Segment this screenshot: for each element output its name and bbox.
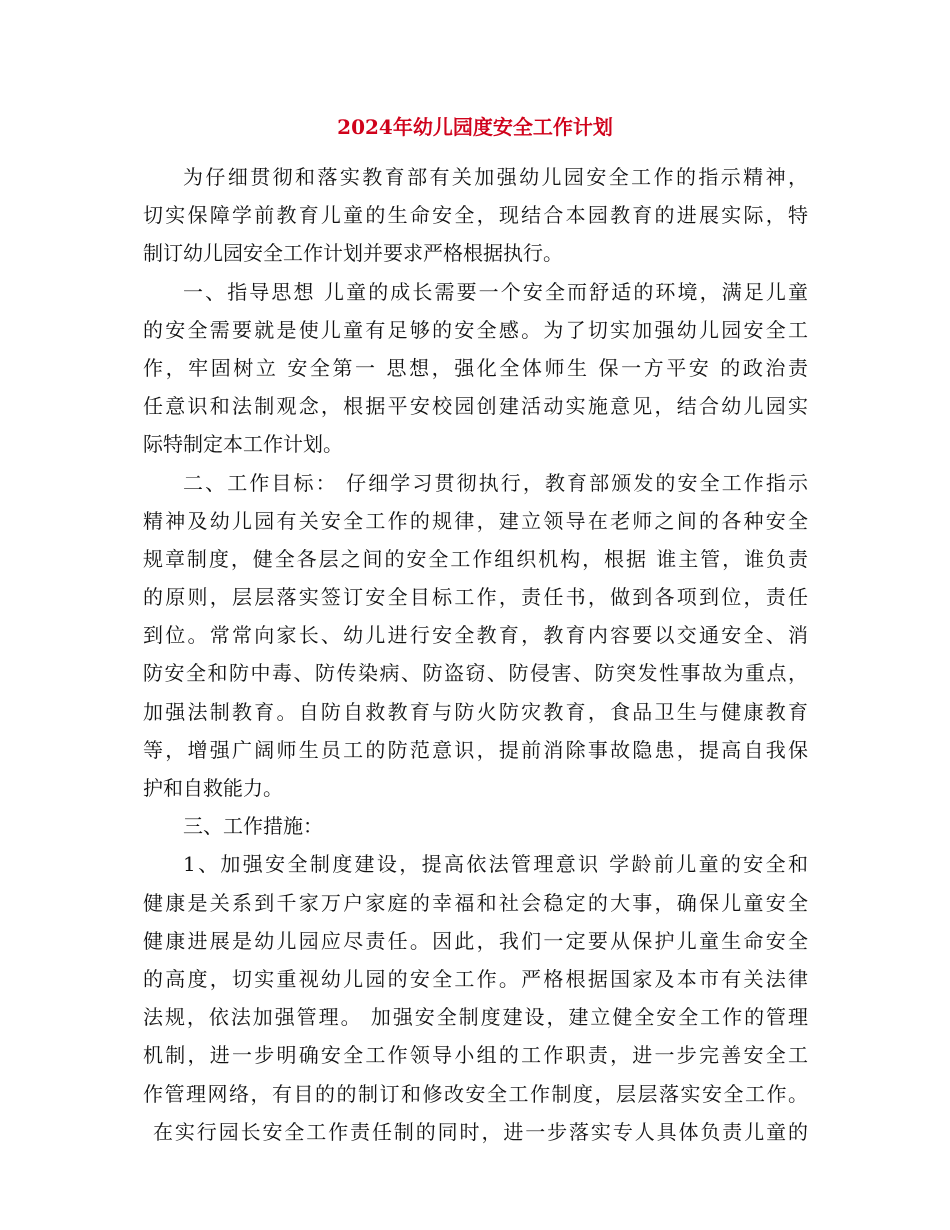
text-line: 等，增强广阔师生员工的防范意识，提前消除事故隐患，提高自我保: [143, 737, 808, 762]
text-line: 1、加强安全制度建设，提高依法管理意识 学龄前儿童的安全和: [183, 852, 808, 877]
text-line: 健康是关系到千家万户家庭的幸福和社会稳定的大事，确保儿童安全: [143, 890, 808, 915]
text-line: 为仔细贯彻和落实教育部有关加强幼儿园安全工作的指示精神，: [183, 165, 808, 189]
text-line: 加强法制教育。自防自救教育与防火防灾教育，食品卫生与健康教育: [143, 699, 808, 724]
text-line: 健康进展是幼儿园应尽责任。因此，我们一定要从保护儿童生命安全: [143, 928, 808, 953]
text-line: 二、工作目标： 仔细学习贯彻执行，教育部颁发的安全工作指示: [183, 470, 808, 495]
text-line: 防安全和防中毒、防传染病、防盗窃、防侵害、防突发性事故为重点，: [143, 661, 808, 686]
text-line: 精神及幼儿园有关安全工作的规律，建立领导在老师之间的各种安全: [143, 508, 808, 533]
text-line: 任意识和法制观念，根据平安校园创建活动实施意见，结合幼儿园实: [143, 394, 808, 419]
text-line: 制订幼儿园安全工作计划并要求严格根据执行。: [143, 241, 563, 266]
text-line: 的高度，切实重视幼儿园的安全工作。严格根据国家及本市有关法律: [143, 966, 808, 991]
text-line: 的原则，层层落实签订安全目标工作，责任书，做到各项到位，责任: [143, 585, 808, 610]
text-line: 在实行园长安全工作责任制的同时，进一步落实专人具体负责儿童的: [153, 1119, 808, 1144]
text-line: 作，牢固树立 安全第一 思想，强化全体师生 保一方平安 的政治责: [143, 355, 808, 380]
document-title: 2024年幼儿园度安全工作计划: [337, 115, 613, 139]
text-line: 规章制度，健全各层之间的安全工作组织机构，根据 谁主管，谁负责: [143, 546, 808, 571]
text-line: 法规，依法加强管理。 加强安全制度建设，建立健全安全工作的管理: [143, 1005, 808, 1030]
text-line: 机制，进一步明确安全工作领导小组的工作职责，进一步完善安全工: [143, 1043, 808, 1068]
text-line: 三、工作措施：: [183, 814, 323, 839]
text-line: 切实保障学前教育儿童的生命安全，现结合本园教育的进展实际，特: [143, 203, 808, 228]
document-body: [143, 158, 808, 1151]
text-line: 的安全需要就是使儿童有足够的安全感。为了切实加强幼儿园安全工: [143, 317, 808, 342]
text-line: 护和自救能力。: [143, 776, 283, 800]
text-line: 一、指导思想 儿童的成长需要一个安全而舒适的环境，满足儿童: [183, 279, 808, 304]
text-line: 作管理网络，有目的的制订和修改安全工作制度，层层落实安全工作。: [143, 1081, 808, 1106]
text-line: 到位。常常向家长、幼儿进行安全教育，教育内容要以交通安全、消: [143, 623, 808, 648]
text-line: 际特制定本工作计划。: [143, 432, 343, 457]
